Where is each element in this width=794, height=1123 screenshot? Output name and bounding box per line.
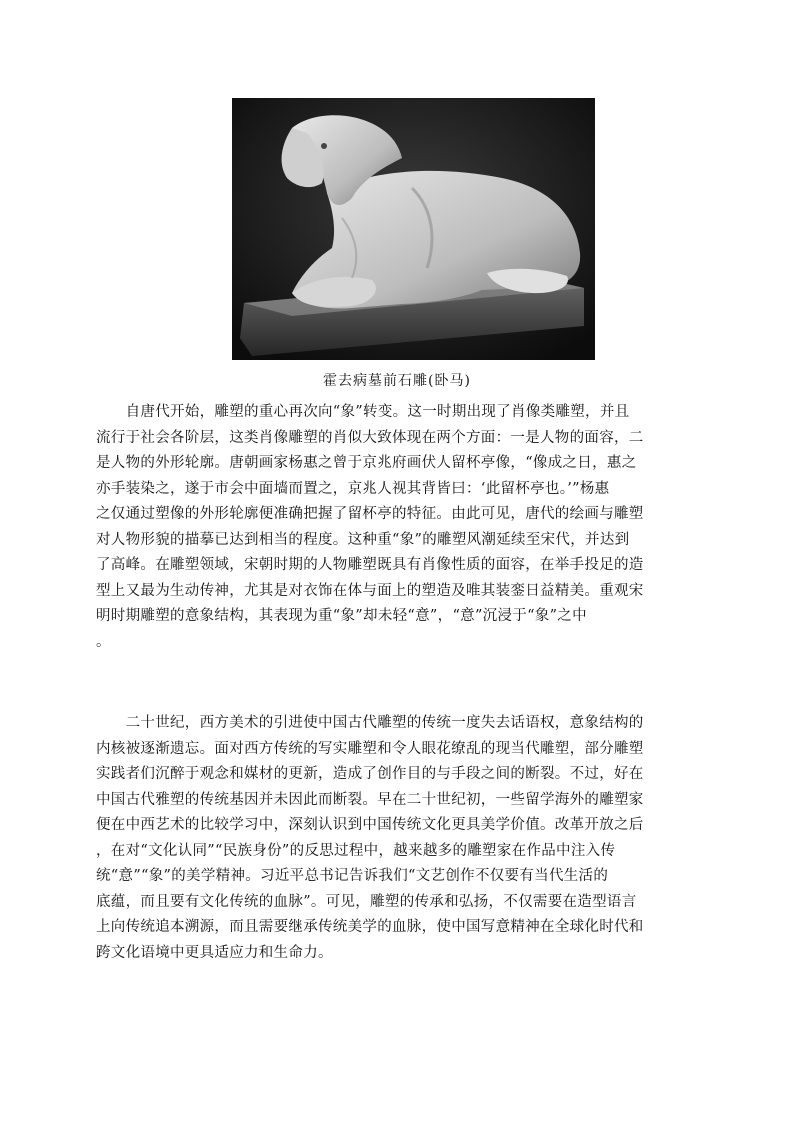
text-line: 流行于社会各阶层，这类肖像雕塑的肖似大致体现在两个方面：一是人物的面容，二 xyxy=(96,429,644,446)
figure-caption: 霍去病墓前石雕(卧马) xyxy=(323,373,471,389)
text-line: 自唐代开始，雕塑的重心再次向“象”转变。这一时期出现了肖像类雕塑，并且 xyxy=(96,404,630,420)
paragraph-2 xyxy=(96,711,698,966)
text-line: 便在中西艺术的比较学习中，深刻认识到中国传统文化更具美学价值。改革开放之后 xyxy=(96,817,644,833)
text-line: 二十世纪，西方美术的引进使中国古代雕塑的传统一度失去话语权，意象结构的 xyxy=(96,715,644,731)
text-line: 之仅通过塑像的外形轮廓便准确把握了留杯亭的特征。由此可见，唐代的绘画与雕塑 xyxy=(96,506,644,522)
text-line: 上向传统追本溯源，而且需要继承传统美学的血脉，使中国写意精神在全球化时代和 xyxy=(96,919,644,935)
text-line: 亦手装染之，遂于市会中面墙而置之，京兆人视其背皆曰：‘此留杯亭也。’”杨惠 xyxy=(96,480,610,497)
text-line: 底蕴，而且要有文化传统的血脉”。可见，雕塑的传承和弘扬，不仅需要在造型语言 xyxy=(96,893,637,910)
text-line: 实践者们沉醉于观念和媒材的更新，造成了创作目的与手段之间的断裂。不过，好在 xyxy=(96,766,644,782)
text-line: 对人物形貌的描摹已达到相当的程度。这种重“象”的雕塑风潮延续至宋代，并达到 xyxy=(96,531,630,548)
text-line: 。 xyxy=(96,633,111,650)
text-line: 跨文化语境中更具适应力和生命力。 xyxy=(96,944,333,961)
text-line: 明时期雕塑的意象结构，其表现为重“象”却未轻“意”，“意”沉浸于“象”之中 xyxy=(96,608,587,624)
text-line: 是人物的外形轮廓。唐朝画家杨惠之曾于京兆府画伏人留杯亭像，“像成之日，惠之 xyxy=(96,455,637,471)
text-line: 统“意”“象”的美学精神。习近平总书记告诉我们“文艺创作不仅要有当代生活的 xyxy=(96,868,609,884)
paragraph-1 xyxy=(96,400,698,655)
text-line: ，在对“文化认同”“民族身份”的反思过程中，越来越多的雕塑家在作品中注入传 xyxy=(96,842,616,859)
text-line: 了高峰。在雕塑领域，宋朝时期的人物雕塑既具有肖像性质的面容，在举手投足的造 xyxy=(96,557,644,573)
text-line: 内核被逐渐遗忘。面对西方传统的写实雕塑和令人眼花缭乱的现当代雕塑，部分雕塑 xyxy=(96,740,644,757)
sculpture-photo xyxy=(232,98,595,360)
text-line: 型上又最为生动传神，尤其是对衣饰在体与面上的塑造及唯其装銮日益精美。重观宋 xyxy=(96,582,644,599)
reclining-horse-image-icon xyxy=(232,98,595,360)
text-line: 中国古代雅塑的传统基因并未因此而断裂。早在二十世纪初，一些留学海外的雕塑家 xyxy=(96,791,644,808)
